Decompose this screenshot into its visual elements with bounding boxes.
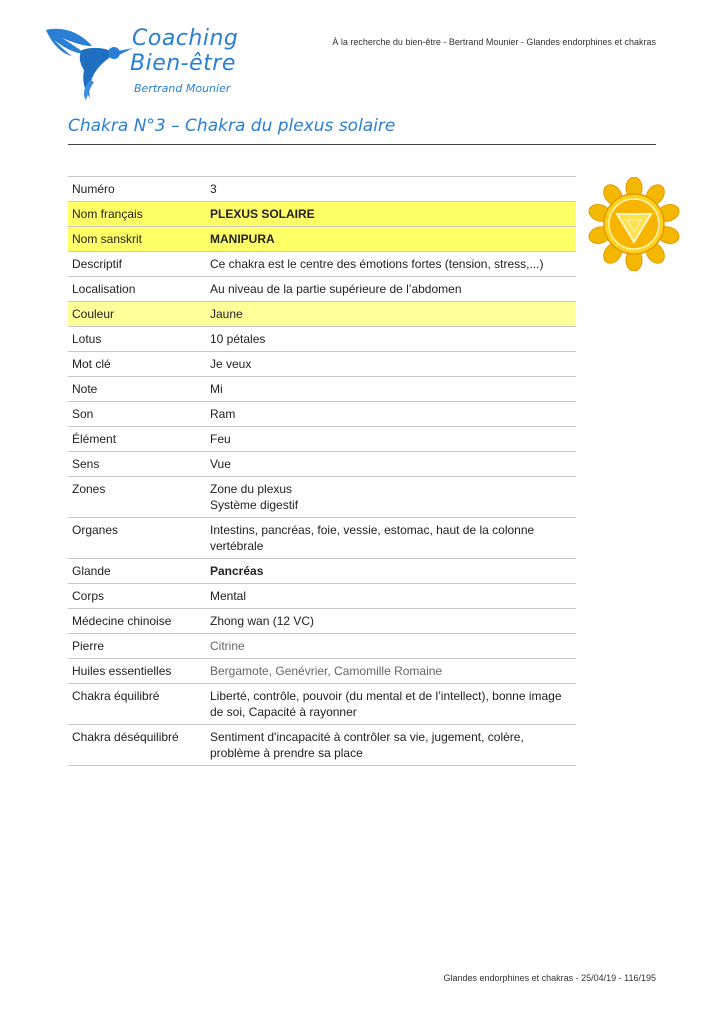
table-row [68, 352, 576, 377]
row-label: Nom français [68, 202, 206, 227]
row-value: Je veux [206, 352, 576, 377]
table-row [68, 518, 576, 559]
row-label: Huiles essentielles [68, 659, 206, 684]
page-title: Chakra N°3 – Chakra du plexus solaire [68, 116, 396, 136]
table-row [68, 684, 576, 725]
row-value: Bergamote, Genévrier, Camomille Romaine [206, 659, 576, 684]
table-row [68, 327, 576, 352]
table-row [68, 477, 576, 518]
row-value: Pancréas [206, 559, 576, 584]
hummingbird-icon [42, 24, 134, 102]
row-label: Lotus [68, 327, 206, 352]
table-row [68, 609, 576, 634]
logo-text-coaching: Coaching [132, 26, 239, 51]
table-row [68, 177, 576, 202]
row-label: Médecine chinoise [68, 609, 206, 634]
table-row [68, 634, 576, 659]
row-value: Mental [206, 584, 576, 609]
row-label: Localisation [68, 277, 206, 302]
row-value: MANIPURA [206, 227, 576, 252]
chakra-info-table [68, 176, 576, 766]
row-value: Zhong wan (12 VC) [206, 609, 576, 634]
row-label: Corps [68, 584, 206, 609]
row-label: Couleur [68, 302, 206, 327]
row-value: Liberté, contrôle, pouvoir (du mental et de l’intellect), bonne image de soi, Capacité à rayonner [206, 684, 576, 725]
row-value: Au niveau de la partie supérieure de l’abdomen [206, 277, 576, 302]
row-label: Sens [68, 452, 206, 477]
table-row [68, 402, 576, 427]
row-value: Ce chakra est le centre des émotions fortes (tension, stress,...) [206, 252, 576, 277]
row-value: Sentiment d'incapacité à contrôler sa vie, jugement, colère, problème à prendre sa place [206, 725, 576, 766]
row-value: PLEXUS SOLAIRE [206, 202, 576, 227]
table-row [68, 302, 576, 327]
row-label: Pierre [68, 634, 206, 659]
logo [42, 22, 242, 102]
table-row [68, 252, 576, 277]
row-label: Chakra équilibré [68, 684, 206, 725]
row-label: Chakra déséquilibré [68, 725, 206, 766]
row-label: Organes [68, 518, 206, 559]
row-value: Citrine [206, 634, 576, 659]
row-label: Nom sanskrit [68, 227, 206, 252]
row-value: Mi [206, 377, 576, 402]
table-row [68, 452, 576, 477]
table-row [68, 659, 576, 684]
table-row [68, 427, 576, 452]
row-value: Jaune [206, 302, 576, 327]
row-value: Vue [206, 452, 576, 477]
table-row [68, 584, 576, 609]
page-footer: Glandes endorphines et chakras - 25/04/19 - 116/195 [443, 973, 656, 983]
row-label: Numéro [68, 177, 206, 202]
row-label: Glande [68, 559, 206, 584]
row-label: Zones [68, 477, 206, 518]
row-value: Intestins, pancréas, foie, vessie, estomac, haut de la colonne vertébrale [206, 518, 576, 559]
table-row [68, 277, 576, 302]
logo-author: Bertrand Mounier [134, 82, 231, 95]
solar-plexus-chakra-icon [584, 177, 684, 271]
row-value-line: Zone du plexus [210, 482, 293, 496]
row-value: 3 [206, 177, 576, 202]
logo-text-bien-etre: Bien-être [130, 51, 236, 76]
row-label: Note [68, 377, 206, 402]
row-value [206, 477, 576, 518]
row-value: Ram [206, 402, 576, 427]
title-divider [68, 144, 656, 145]
row-value: Feu [206, 427, 576, 452]
table-row [68, 725, 576, 766]
row-label: Mot clé [68, 352, 206, 377]
table-row [68, 377, 576, 402]
row-value: 10 pétales [206, 327, 576, 352]
row-value-line: Système digestif [210, 498, 299, 512]
table-row [68, 227, 576, 252]
table-row [68, 559, 576, 584]
page-header: À la recherche du bien-être - Bertrand Mounier - Glandes endorphines et chakras [332, 37, 656, 47]
row-label: Élément [68, 427, 206, 452]
row-label: Descriptif [68, 252, 206, 277]
table-row [68, 202, 576, 227]
row-label: Son [68, 402, 206, 427]
